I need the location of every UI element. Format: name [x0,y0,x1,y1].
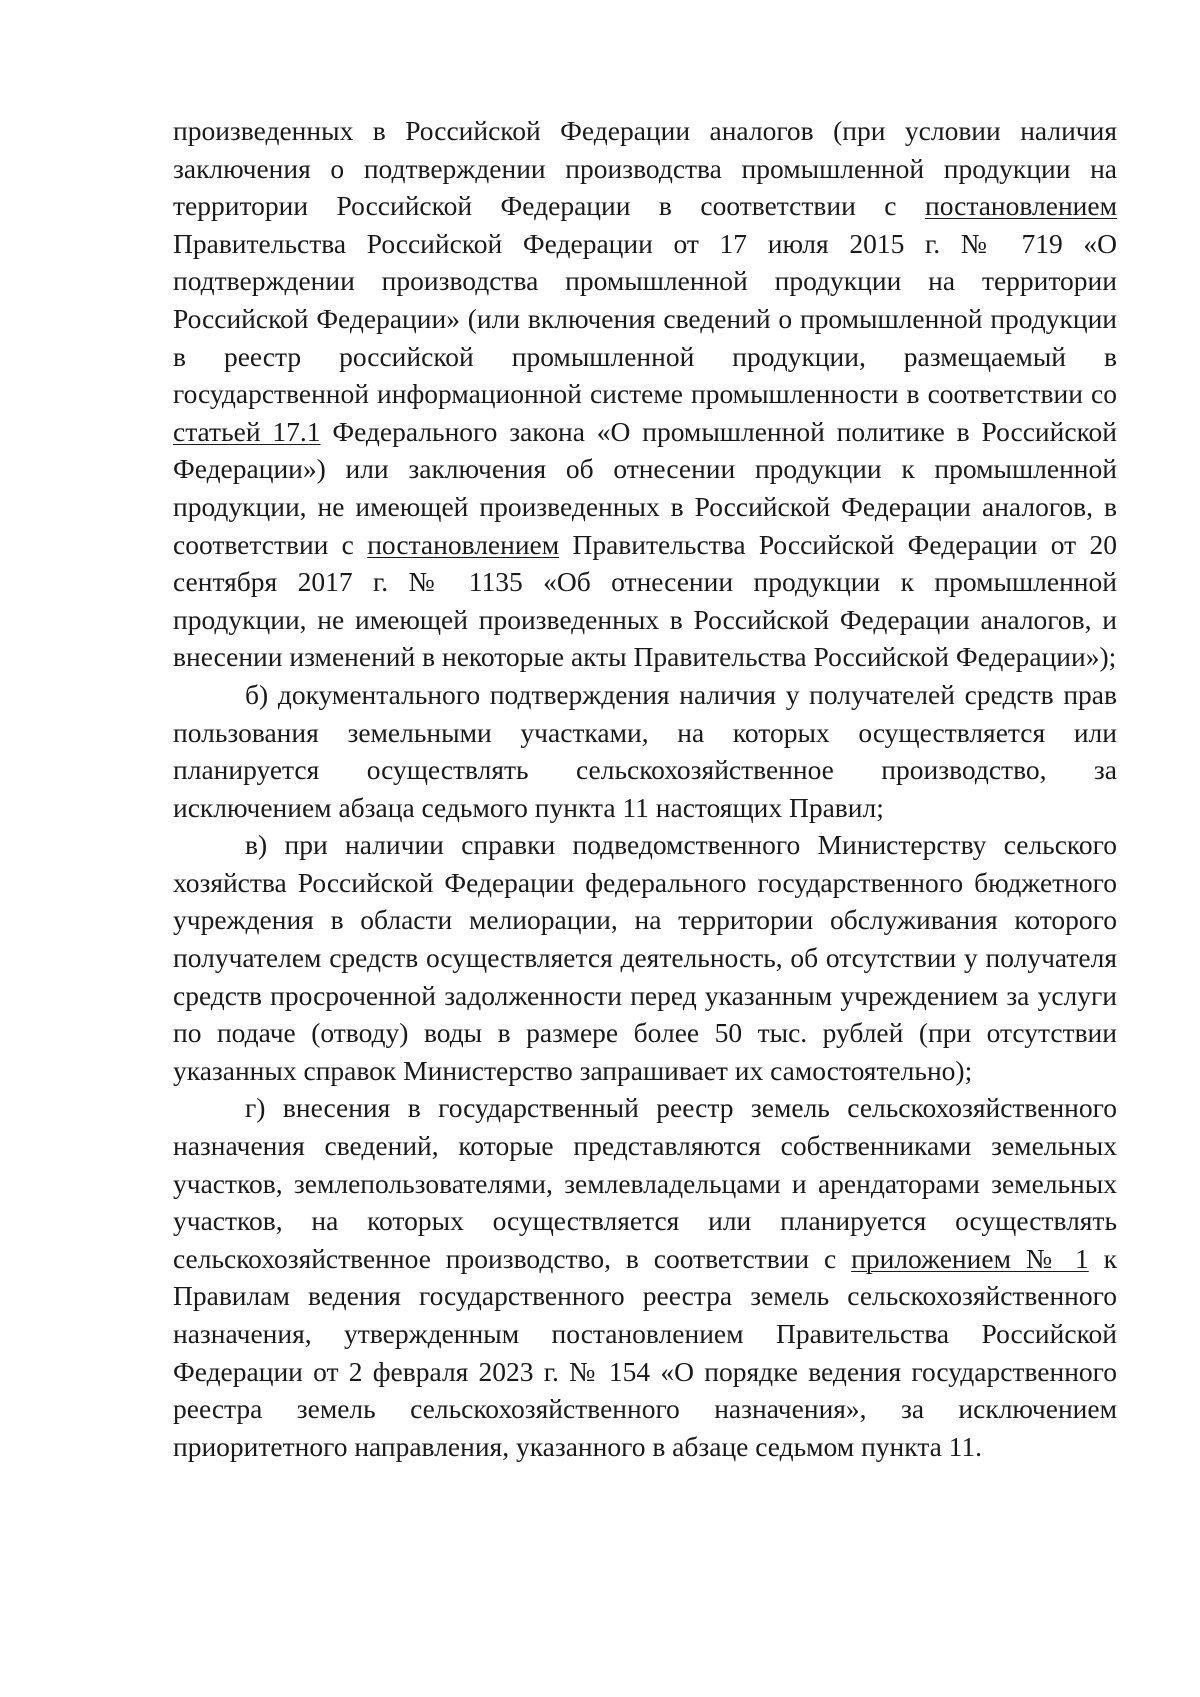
paragraph-b: б) документального подтверждения наличия у получателей средств прав пользования земельными участками, на которых осуществляется или планируется осуществлять сельскохозяйственное производство, за исключением абзаца седьмого пункта 11 настоящих Правил; [173,678,1117,823]
paragraph-text: Федерального закона «О промышленной политике в Российской Федерации») или заключения об отнесении продукции к промышленной продукции, не имеющей произведенных в Российской Федерации аналогов, в соответствии с [173,415,1117,560]
paragraph-v: в) при наличии справки подведомственного Министерству сельского хозяйства Российской Федерации федерального государственного бюджетного учреждения в области мелиорации, на территории обслуживания которого получателем средств осуществляется деятельность, об отсутствии у получателя средств просроченной задолженности перед указанным учреждением за услуги по подаче (отводу) воды в размере более 50 тыс. рублей (при отсутствии указанных справок Министерство запрашивает их самостоятельно); [173,829,1117,1086]
link-resolution-719[interactable]: постановлением [925,190,1117,222]
paragraph-text: г) внесения в государственный реестр земель сельскохозяйственного назначения сведений, которые представляются собственниками земельных участков, землепользователями, землевладельцами и арендаторами земельных участков, на которых осуществляется или планируется осуществлять сельскохозяйственное производство, в соответствии с [173,1092,1117,1274]
paragraph-text: Правительства Российской Федерации от 20 сентября 2017 г. № 1135 «Об отнесении продукции к промышленной продукции, не имеющей произведенных в Российской Федерации аналогов, и внесении изменений в некоторые акты Правительства Российской Федерации»); [173,528,1117,673]
link-resolution-1135[interactable]: постановлением [367,528,560,560]
link-appendix-1[interactable]: приложением № 1 [851,1242,1089,1274]
paragraph-text: к Правилам ведения государственного реестра земель сельскохозяйственного назначения, утвержденным постановлением Правительства Российской Федерации от 2 февраля 2023 г. № 154 «О порядке ведения государственного реестра земель сельскохозяйственного назначения», за исключением приоритетного направления, указанного в абзаце седьмом пункта 11. [173,1242,1117,1462]
paragraph-g [173,1089,1117,1465]
paragraph-text: произведенных в Российской Федерации аналогов (при условии наличия заключения о подтверждении производства промышленной продукции на территории Российской Федерации в соответствии с [173,115,1117,222]
paragraph-continuation [173,112,1117,676]
document-body [173,112,1117,1465]
link-article-17-1[interactable]: статьей 17.1 [173,415,321,447]
paragraph-text: Правительства Российской Федерации от 17 июля 2015 г. № 719 «О подтверждении производства промышленной продукции на территории Российской Федерации» (или включения сведений о промышленной продукции в реестр российской промышленной продукции, размещаемый в государственной информационной системе промышленности в соответствии со [173,227,1117,410]
